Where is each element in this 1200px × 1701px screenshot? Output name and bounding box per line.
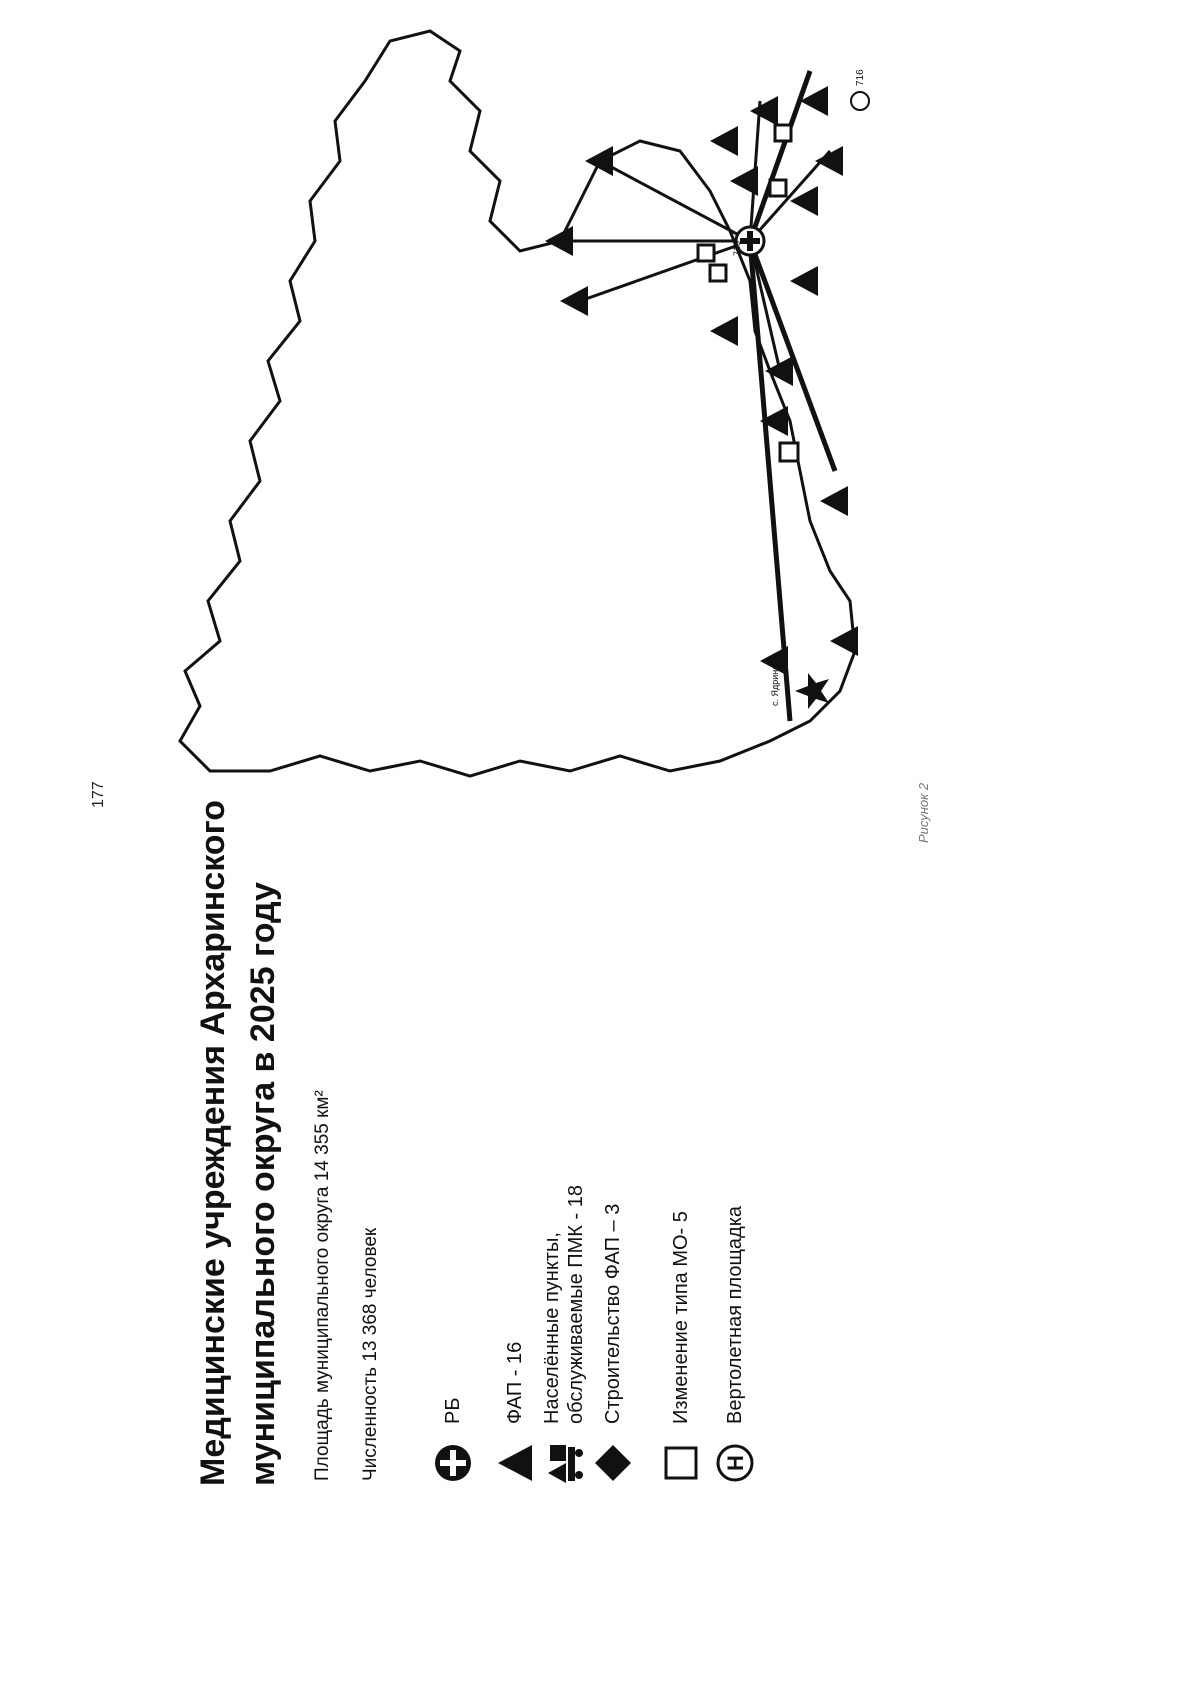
district-map: [150, 1, 870, 801]
triangle-icon: [492, 1440, 538, 1486]
map-label-713: 713: [732, 240, 742, 256]
legend-label-rb: РБ: [441, 1397, 464, 1424]
legend-label-pmk-line2: обслуживаемые ПМК - 18: [565, 1185, 587, 1424]
legend-item-fap: [492, 1342, 538, 1486]
helipad-marker: [851, 69, 869, 110]
title-line-1: Медицинские учреждения Архаринского: [194, 799, 232, 1486]
legend-label-pmk-line1: Населённые пункты,: [541, 1232, 563, 1424]
legend-item-mo: [658, 1211, 704, 1486]
district-outline: [180, 31, 855, 776]
figure-caption: Рисунок 2: [916, 782, 931, 843]
square-icon: [658, 1440, 704, 1486]
area-text: Площадь муниципального округа 14 355 км²: [312, 1090, 333, 1481]
rb-cross-circle-icon: [430, 1440, 476, 1486]
road-branch-1: [750, 71, 810, 241]
legend-label-fap: ФАП - 16: [503, 1341, 526, 1424]
legend-label-mo: Изменение типа МО- 5: [669, 1211, 692, 1424]
legend-item-heli: [712, 1206, 758, 1486]
page-title: [188, 726, 288, 1486]
legend-label-heli: Вертолетная площадка: [723, 1205, 746, 1424]
svg-text:H: H: [723, 1455, 748, 1471]
legend-item-rb: [430, 1398, 476, 1486]
diamond-icon: [590, 1440, 636, 1486]
title-line-2: муниципального округа в 2025 году: [244, 882, 282, 1486]
legend-label-pmk: [540, 1185, 588, 1424]
legend-item-pmk: [540, 1185, 588, 1486]
population-text: Численность 13 368 человек: [360, 1227, 381, 1481]
page-number: 177: [90, 781, 107, 808]
helipad-icon: [712, 1440, 758, 1486]
pmk-icon: [541, 1440, 587, 1486]
map-label-yadrino: с. Ядрино: [770, 664, 780, 706]
map-label-716: 716: [855, 69, 866, 86]
legend-label-build: Строительство ФАП – 3: [601, 1203, 624, 1424]
legend-item-build: [590, 1204, 636, 1486]
yadrino-marker: [795, 673, 829, 709]
